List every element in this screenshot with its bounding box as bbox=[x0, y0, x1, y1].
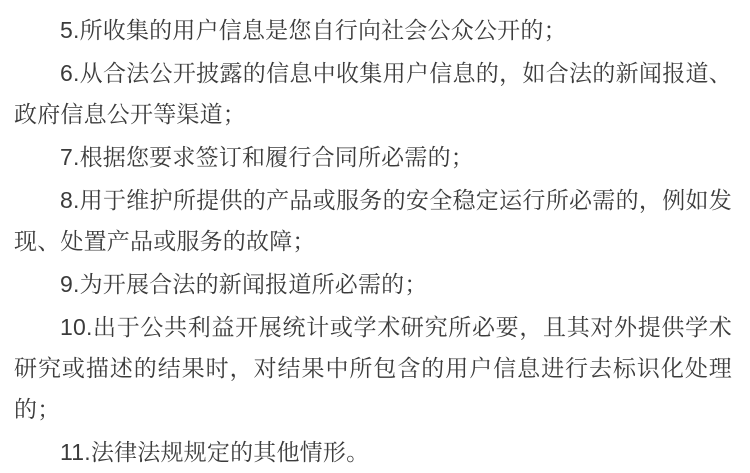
clause-paragraph: 6.从合法公开披露的信息中收集用户信息的，如合法的新闻报道、政府信息公开等渠道； bbox=[14, 60, 732, 127]
clause-paragraph: 8.用于维护所提供的产品或服务的安全稳定运行所必需的，例如发现、处置产品或服务的故障； bbox=[14, 187, 732, 254]
clause-paragraph: 5.所收集的用户信息是您自行向社会公众公开的； bbox=[60, 17, 567, 43]
clause-paragraph: 7.根据您要求签订和履行合同所必需的； bbox=[60, 144, 474, 170]
clause-paragraph: 11.法律法规规定的其他情形。 bbox=[60, 439, 370, 465]
clause-paragraph: 9.为开展合法的新闻报道所必需的； bbox=[60, 271, 428, 297]
clause-paragraph: 10.出于公共利益开展统计或学术研究所必要，且其对外提供学术研究或描述的结果时，对结果中所包含的用户信息进行去标识化处理的； bbox=[14, 314, 732, 422]
